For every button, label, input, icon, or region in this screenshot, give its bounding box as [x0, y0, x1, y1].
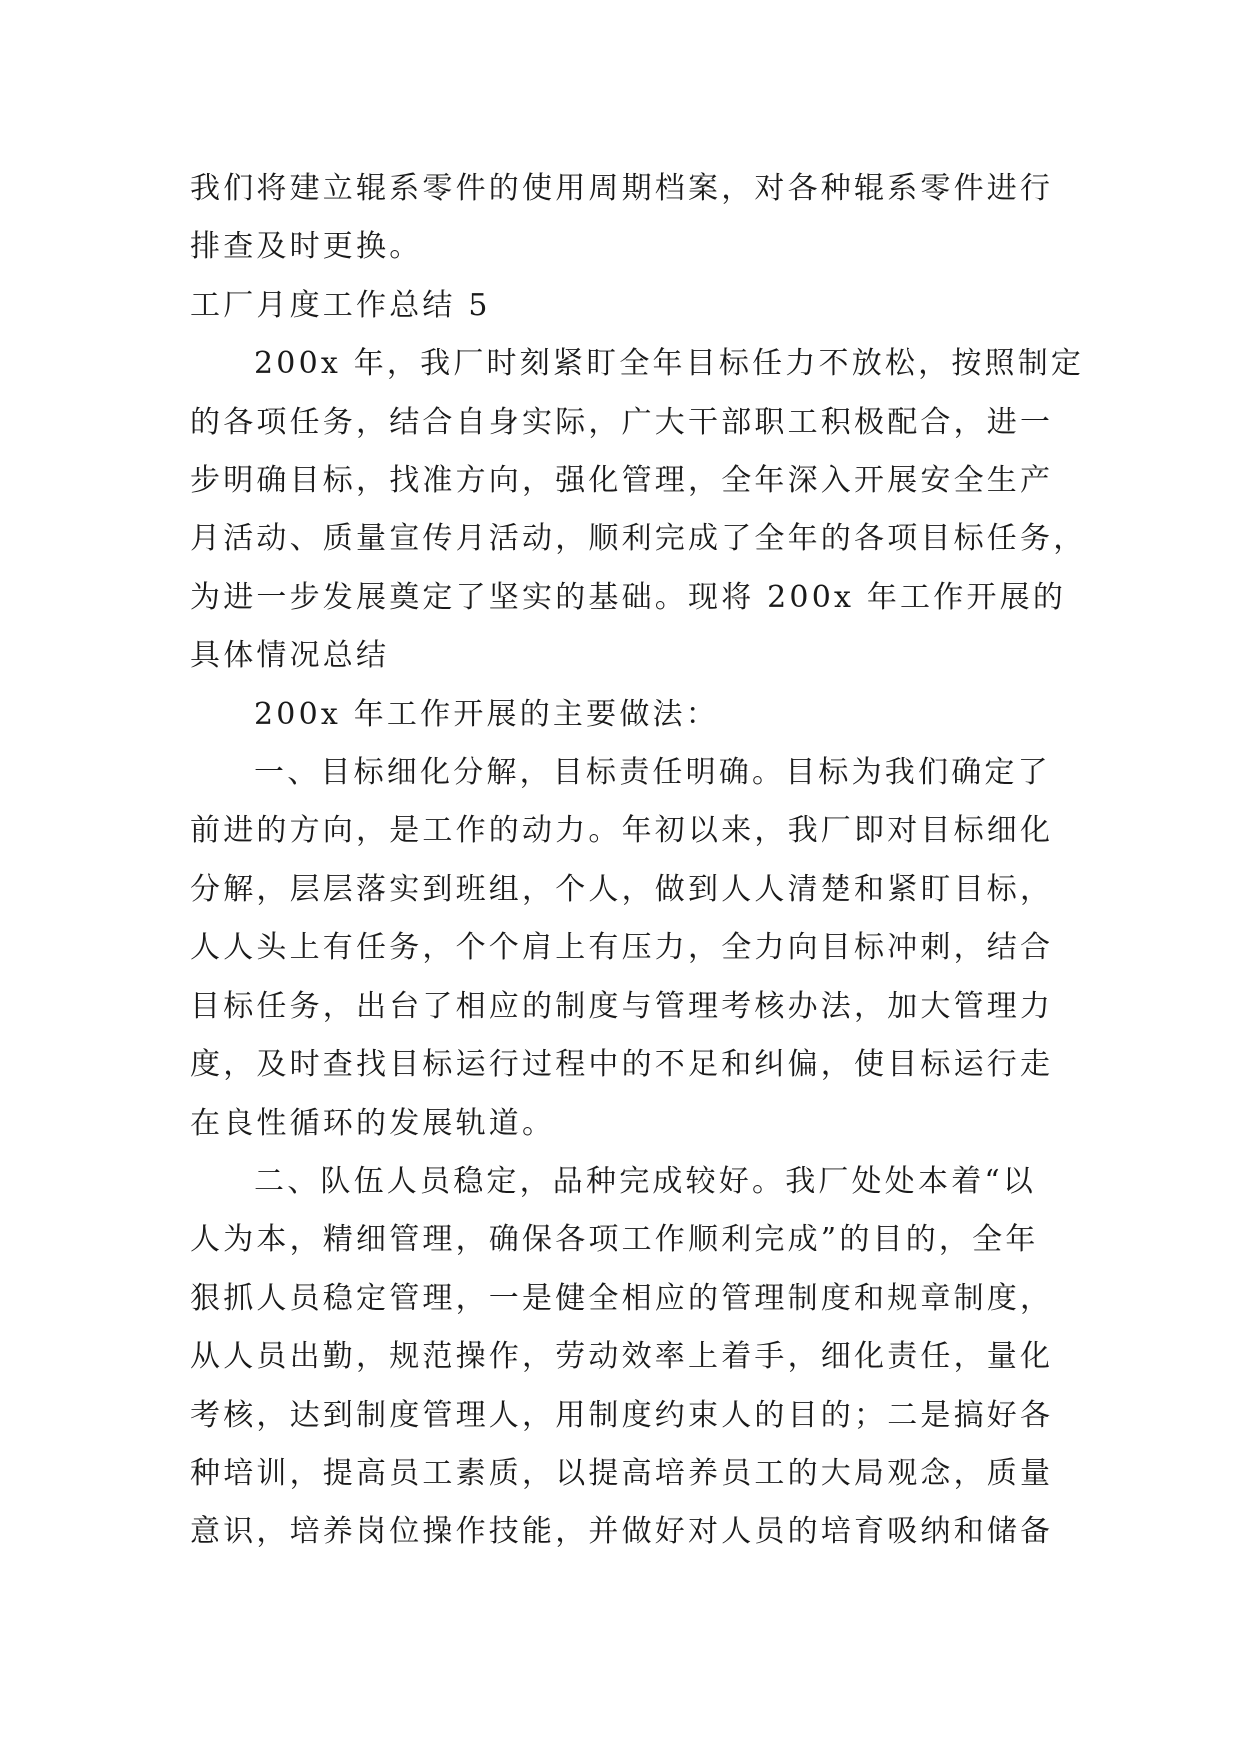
text-line: 一、目标细化分解，目标责任明确。目标为我们确定了	[254, 755, 1051, 791]
text-line: 200x 年，我厂时刻紧盯全年目标任力不放松，按照制定	[254, 346, 1085, 382]
text-line: 步明确目标，找准方向，强化管理，全年深入开展安全生产	[190, 463, 1054, 499]
text-line: 狠抓人员稳定管理，一是健全相应的管理制度和规章制度，	[190, 1280, 1054, 1316]
text-line: 度，及时查找目标运行过程中的不足和纠偏，使目标运行走	[190, 1047, 1054, 1083]
text-line: 考核，达到制度管理人，用制度约束人的目的；二是搞好各	[190, 1397, 1054, 1433]
paragraph-point-one	[190, 744, 1054, 1153]
text-line: 为进一步发展奠定了坚实的基础。现将 200x 年工作开展的	[190, 579, 1067, 615]
section-heading	[190, 277, 1050, 335]
text-line: 人人头上有任务，个个肩上有压力，全力向目标冲刺，结合	[190, 930, 1054, 966]
text-line: 排查及时更换。	[190, 229, 423, 265]
text-line: 种培训，提高员工素质，以提高培养员工的大局观念，质量	[190, 1455, 1054, 1491]
text-line: 的各项任务，结合自身实际，广大干部职工积极配合，进一	[190, 404, 1054, 440]
text-line: 我们将建立辊系零件的使用周期档案，对各种辊系零件进行	[190, 171, 1054, 206]
text-line: 目标任务，出台了相应的制度与管理考核办法，加大管理力	[190, 988, 1054, 1024]
paragraph-point-two	[190, 1153, 1054, 1562]
paragraph-continued	[190, 160, 1054, 277]
text-line: 二、队伍人员稳定，品种完成较好。我厂处处本着“以	[254, 1163, 1037, 1199]
paragraph-intro	[190, 335, 1087, 685]
text-line: 人为本，精细管理，确保各项工作顺利完成”的目的，全年	[190, 1222, 1039, 1258]
section-heading-text: 工厂月度工作总结 5	[190, 287, 491, 323]
text-line: 在良性循环的发展轨道。	[190, 1105, 556, 1141]
text-line: 月活动、质量宣传月活动，顺利完成了全年的各项目标任务，	[190, 521, 1087, 557]
text-line: 200x 年工作开展的主要做法：	[254, 696, 719, 732]
text-line: 从人员出勤，规范操作，劳动效率上着手，细化责任，量化	[190, 1339, 1054, 1375]
document-body	[190, 160, 1087, 1562]
text-line: 具体情况总结	[190, 638, 390, 674]
text-line: 前进的方向，是工作的动力。年初以来，我厂即对目标细化	[190, 813, 1054, 849]
paragraph-main-methods	[190, 686, 1050, 744]
text-line: 分解，层层落实到班组，个人，做到人人清楚和紧盯目标，	[190, 871, 1054, 907]
text-line: 意识，培养岗位操作技能，并做好对人员的培育吸纳和储备	[190, 1514, 1054, 1550]
